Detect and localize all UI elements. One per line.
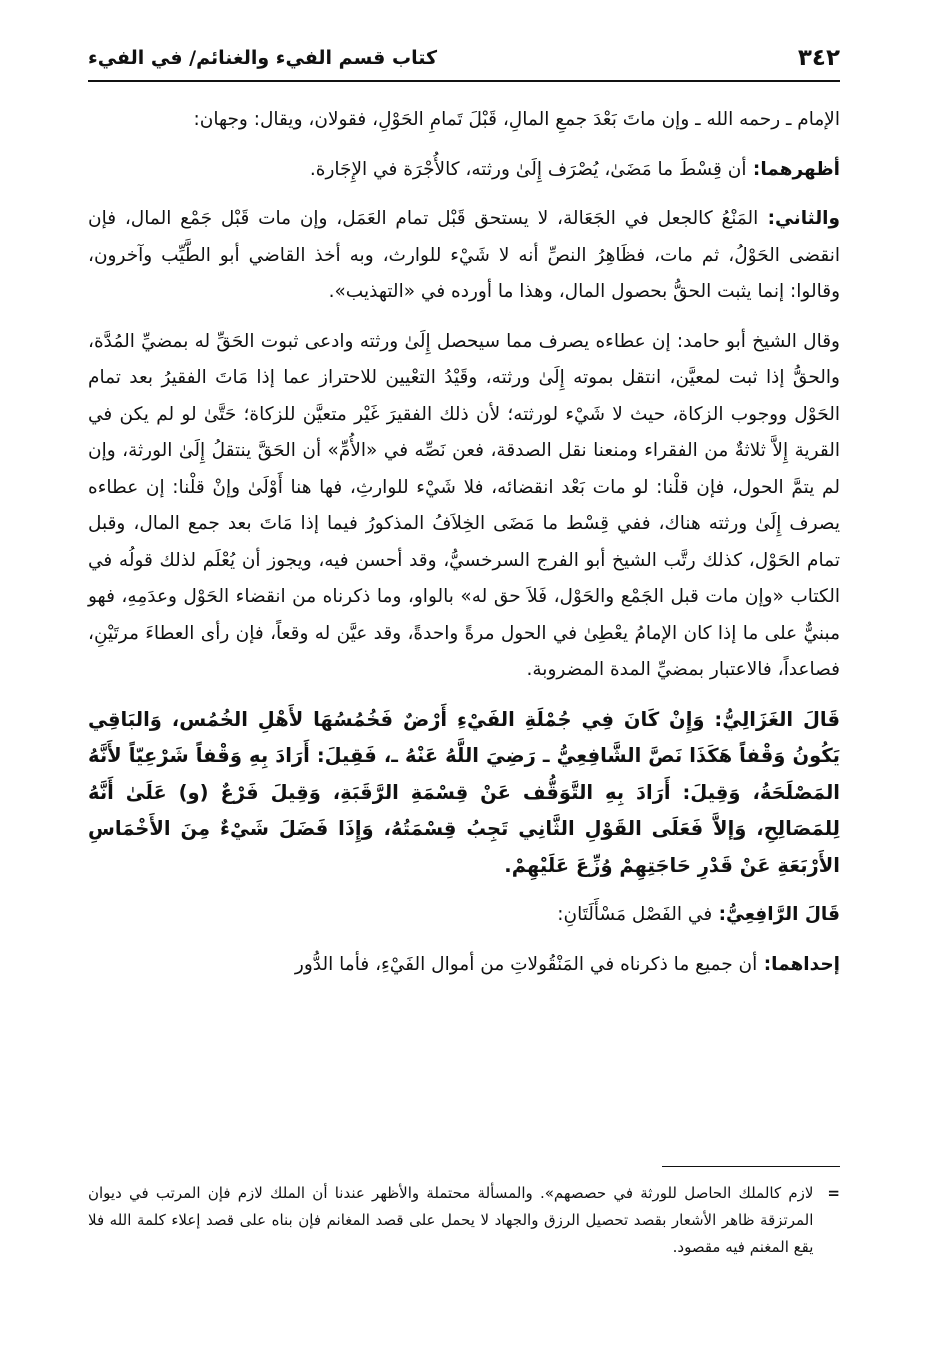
paragraph-text: المَنْعُ كالجعل في الجَعَالة، لا يستحق قَبْل تمام العَمَل، وإن مات قَبْل جَمْع المال، فإن انقضى الحَوْلُ، ثم مات، فظَاهِرُ النصِّ أنه لا شَيْء للوارث، وبه أخذ القاضي أبو الطَّيِّب وآخرون، وقالوا: إنما يثبت الحقُّ بحصول المال، وهذا ما أورده في «التهذيب».	[88, 208, 840, 302]
paragraph-continuation	[88, 102, 840, 139]
paragraph-second-view	[88, 201, 840, 311]
main-text	[88, 102, 840, 983]
footnote-text: لازم كالملك الحاصل للورثة في حصصهم». والمسألة محتملة والأظهر عندنا أن الملك لازم فإن المرتب في ديوان المرتزقة ظاهر الأشعار بقصد تحصيل الرزق والجهاد لا يحمل على قصد المغانم فإن بناه على قصد إعلاء كلمة الله فلا يقع المغنم فيه مقصود.	[88, 1184, 814, 1256]
paragraph-first-view	[88, 152, 840, 189]
paragraph-lead: والثاني:	[758, 208, 840, 229]
footnote	[88, 1180, 840, 1261]
paragraph-abu-hamid	[88, 324, 840, 689]
paragraph-lead: إحداهما:	[757, 953, 840, 975]
footnote-divider	[662, 1166, 840, 1167]
footnote-marker: =	[827, 1184, 840, 1202]
book-page	[88, 36, 840, 1326]
paragraph-text: الإمام ـ رحمه الله ـ وإن ماتَ بَعْدَ جمعِ المالِ، قَبْلَ تَمامِ الحَوْلِ، فقولان، ويقال: وجهان:	[193, 109, 840, 130]
paragraph-text: أن جميع ما ذكرناه في المَنْقُولاتِ من أموال الفَيْءِ، فأما الدُّور	[294, 953, 758, 975]
paragraph-rafii	[88, 897, 840, 934]
paragraph-text: وقال الشيخ أبو حامد: إن عطاءه يصرف مما سيحصل إِلَىٰ ورثته وادعى ثبوت الحَقِّ له بمضيِّ المُدَّة، والحقُّ إذا ثبت لمعيَّن، انتقل بموته إِلَىٰ ورثته، وقَيْدُ التعْيين للاحتراز عما إذا مَاتَ الفقيرُ بعد تمام الحَوْل ووجوب الزكاة، حيث لا شَيْء لورثته؛ لأن ذلك الفقيرَ غَيْر متعيَّن للزكاة؛ حَتَّىٰ لو لم يكن في القرية إِلاَّ ثلاثةٌ من الفقراء ومنعنا نقل الصدقة، فعن نَصِّه في «الأُمِّ» أن الحَقَّ ينتقلُ إِلَىٰ الورثة، وإن لم يتمَّ الحول، فإن قلْنا: لو مات بَعْد انقضائه، فلا شَيْء للوارثِ، فها هنا أَوْلَىٰ وإنْ قلْنا: إن عطاءه يصرف إِلَىٰ ورثته هناك، ففي قِسْط ما مَضَى الخِلاَفُ المذكورُ فيما إذا مَاتَ بعد جمع المال، وقبل تمام الحَوْل، كذلك رتَّب الشيخ أبو الفرج السرخسيُّ، وقد أحسن فيه، ويجوز أن يُعْلَم لذلك قولُه في الكتاب «وإن مات قبل الجَمْع والحَوْل، فَلاَ حق له» بالواو، وما ذكرناه من انقضاء الحَوْل وعدَمِهِ، فهو مبنيٌّ على ما إذا كان الإمامُ يعْطِىٰ في الحول مرةً واحدةً، وقد عيَّن له وقعاً، فإن رأى العطاءَ مرتَيْنِ، فصاعداً، فالاعتبار بمضيِّ المدة المضروبة.	[88, 330, 840, 680]
paragraph-text: أن قِسْطَ ما مَضَىٰ، يُصْرَف إِلَىٰ ورثته، كالأُجْرَة في الإِجَارة.	[309, 158, 747, 180]
running-title: كتاب قسم الفيء والغنائم/ في الفيء	[88, 47, 438, 69]
paragraph-text: وَإِنْ كَانَ فِي جُمْلَةِ الفَيْءِ أَرْضٌ فَخُمُسُهَا لأَهْلِ الخُمُس، وَالبَاقِي يَكُونُ وَقْفاً هَكَذَا نَصَّ الشَّافِعِيُّ ـ رَضِيَ اللَّهُ عَنْهُ ـ، فَقِيلَ: أَرَادَ بِهِ وَقْفاً شَرْعِيّاً لأَنَّهُ المَصْلَحَةُ، وَقِيلَ: أَرَادَ بِهِ التَّوَقُّف عَنْ قِسْمَةِ الرَّقَبَةِ، وَقِيلَ فَرْعٌ (و) عَلَىٰ أَنَّهُ لِلمَصَالِحِ، وَإلاَّ فَعَلَى القَوْلِ الثَّانِي تَجِبُ قِسْمَتُهُ، وَإِذَا فَضَلَ شَيْءٌ مِنَ الأَخْمَاسِ الأَرْبَعَةِ عَنْ قَدْرِ حَاجَتِهِمْ وُزِّعَ عَلَيْهِمْ.	[88, 707, 840, 877]
page-number: ٣٤٢	[797, 45, 840, 71]
paragraph-lead: قَالَ الغَزَالِيُّ:	[704, 707, 840, 731]
page-header	[88, 36, 840, 82]
paragraph-ghazali-matn	[88, 702, 840, 885]
paragraph-lead: أظهرهما:	[746, 158, 840, 180]
paragraph-text: في الفَصْل مَسْأَلَتَانِ:	[557, 904, 713, 925]
paragraph-lead: قَالَ الرَّافِعِيُّ:	[712, 904, 840, 925]
paragraph-first-issue	[88, 947, 840, 984]
